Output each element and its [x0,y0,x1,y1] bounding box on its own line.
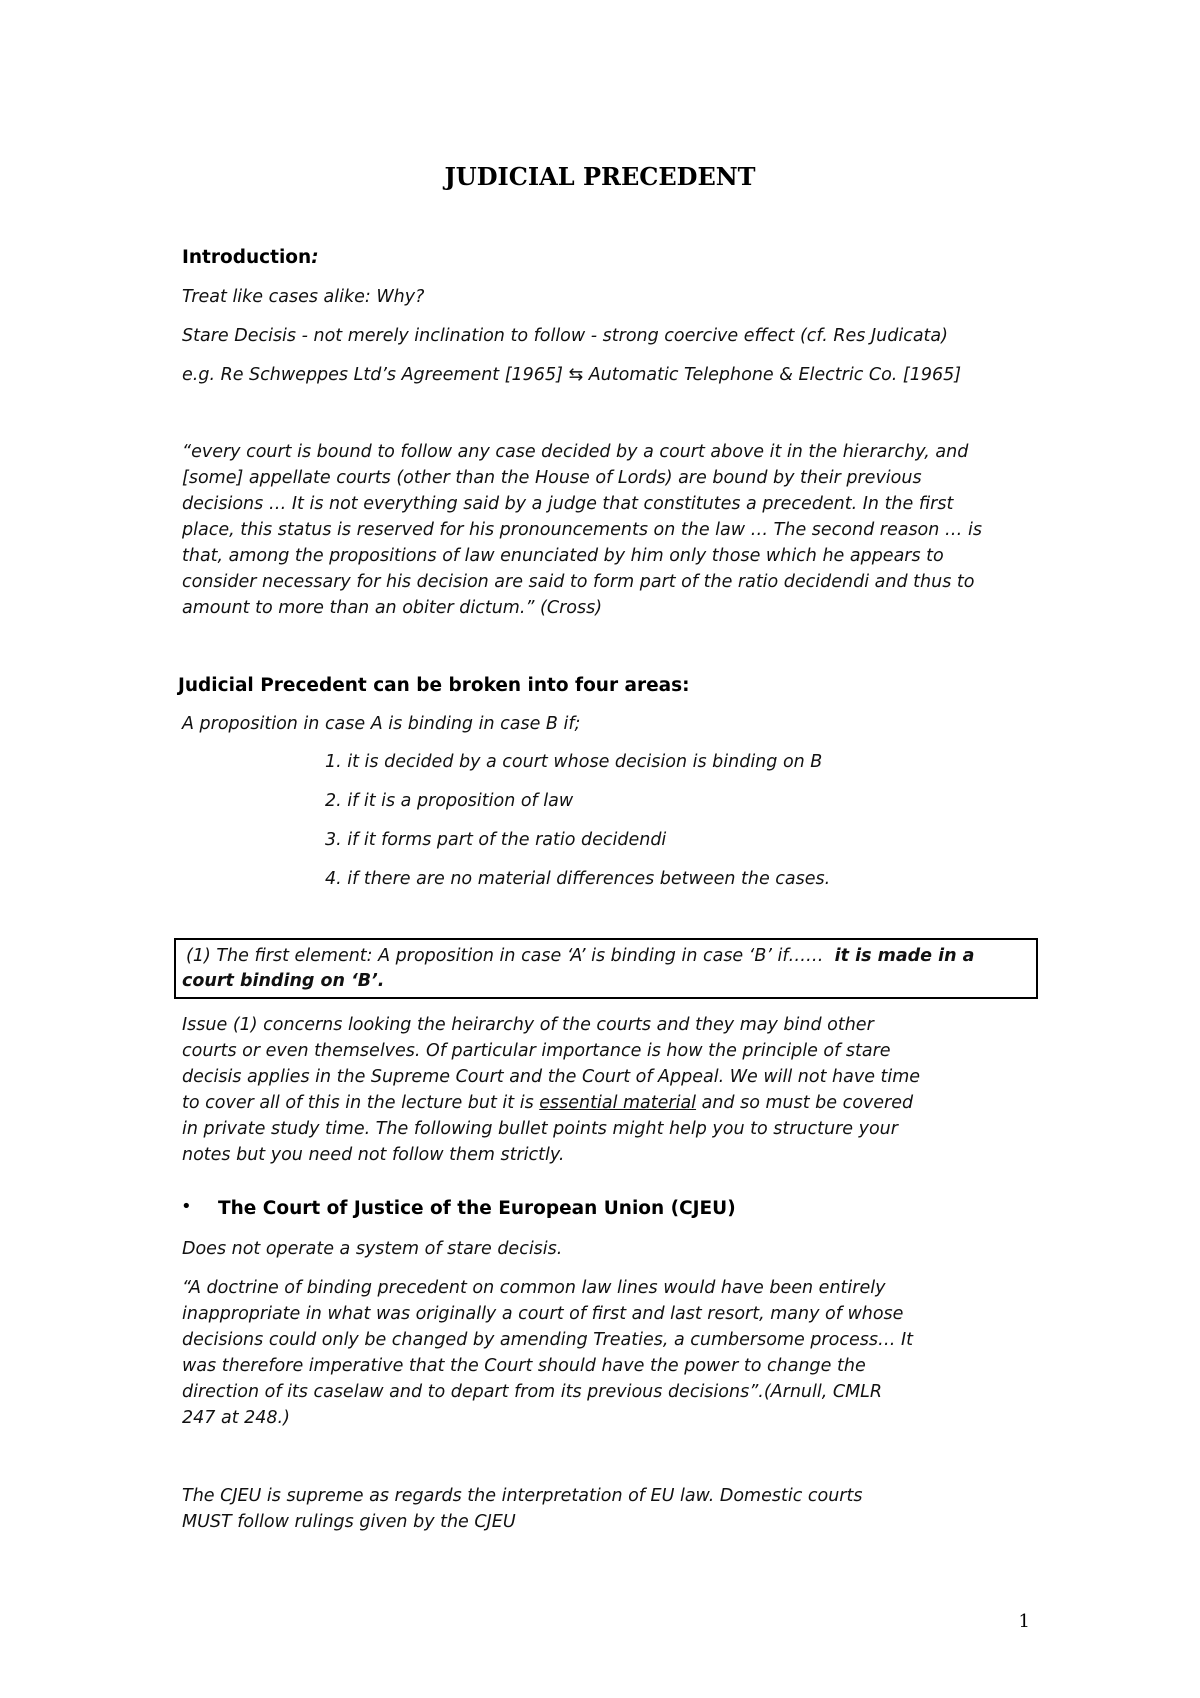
areas-item-4: 4. if there are no material differences between the cases. [325,869,831,889]
issue-line-4 [182,1093,913,1113]
cjeu-quote-line-6: 247 at 248.) [182,1408,290,1428]
cjeu-lead: Does not operate a system of stare decisis. [182,1239,563,1259]
issue-line-3: decisis applies in the Supreme Court and the Court of Appeal. We will not have time [182,1067,921,1087]
cjeu-quote-line-2: inappropriate in what was originally a court of first and last resort, many of whose [182,1304,904,1324]
issue-line-4-before: to cover all of this in the lecture but it is [182,1093,540,1113]
page-title: JUDICIAL PRECEDENT [444,162,756,191]
quote-line-3: decisions … It is not everything said by a judge that constitutes a precedent. In the first [182,494,954,514]
intro-line-3: e.g. Re Schweppes Ltd’s Agreement [1965] ⇆ Automatic Telephone & Electric Co. [1965] [182,365,962,385]
areas-item-2: 2. if it is a proposition of law [325,791,574,811]
quote-line-5: that, among the propositions of law enunciated by him only those which he appears to [182,546,944,566]
issue-line-4-after: and so must be covered [696,1093,914,1113]
cjeu-quote-line-3: decisions could only be changed by amending Treaties, a cumbersome process… It [182,1330,914,1350]
intro-heading-colon: : [311,247,319,268]
cjeu-heading: The Court of Justice of the European Union (CJEU) [218,1198,736,1219]
box-line-2: court binding on ‘B’. [182,971,385,991]
box-line-1-italic: (1) The first element: A proposition in case ‘A’ is binding in case ‘B’ if…… [186,946,824,966]
quote-line-4: place, this status is reserved for his pronouncements on the law … The second reason … is [182,520,982,540]
intro-heading-text: Introduction [182,247,312,268]
quote-line-2: [some] appellate courts (other than the House of Lords) are bound by their previous [182,468,922,488]
bullet-icon: • [181,1196,192,1217]
intro-line-1: Treat like cases alike: Why? [182,287,425,307]
quote-line-6: consider necessary for his decision are said to form part of the ratio decidendi and thus to [182,572,975,592]
areas-item-3: 3. if it forms part of the ratio decidendi [325,830,667,850]
issue-line-1: Issue (1) concerns looking the heirarchy of the courts and they may bind other [182,1015,874,1035]
intro-heading [182,247,319,268]
essential-material-text: essential material [539,1093,697,1113]
cjeu-closing-line-1: The CJEU is supreme as regards the interpretation of EU law. Domestic courts [182,1486,863,1506]
box-line-1-bold: it is made in a [834,946,975,966]
intro-line-2: Stare Decisis - not merely inclination to follow - strong coercive effect (cf. Res Judicata) [182,326,948,346]
cjeu-quote-line-5: direction of its caselaw and to depart from its previous decisions”.(Arnull, CMLR [182,1382,883,1402]
cjeu-quote-line-4: was therefore imperative that the Court should have the power to change the [182,1356,866,1376]
cjeu-closing-line-2: MUST follow rulings given by the CJEU [182,1512,516,1532]
issue-line-5: in private study time. The following bullet points might help you to structure your [182,1119,898,1139]
box-line-1 [186,946,974,966]
areas-lead: A proposition in case A is binding in case B if; [182,714,581,734]
issue-line-2: courts or even themselves. Of particular importance is how the principle of stare [182,1041,891,1061]
cjeu-quote-line-1: “A doctrine of binding precedent on common law lines would have been entirely [182,1278,886,1298]
areas-heading: Judicial Precedent can be broken into four areas: [178,675,690,696]
areas-item-1: 1. it is decided by a court whose decision is binding on B [325,752,823,772]
page-number: 1 [1018,1611,1030,1632]
issue-line-6: notes but you need not follow them strictly. [182,1145,565,1165]
quote-line-1: “every court is bound to follow any case decided by a court above it in the hierarchy, and [182,442,969,462]
quote-line-7: amount to more than an obiter dictum.” (Cross) [182,598,603,618]
